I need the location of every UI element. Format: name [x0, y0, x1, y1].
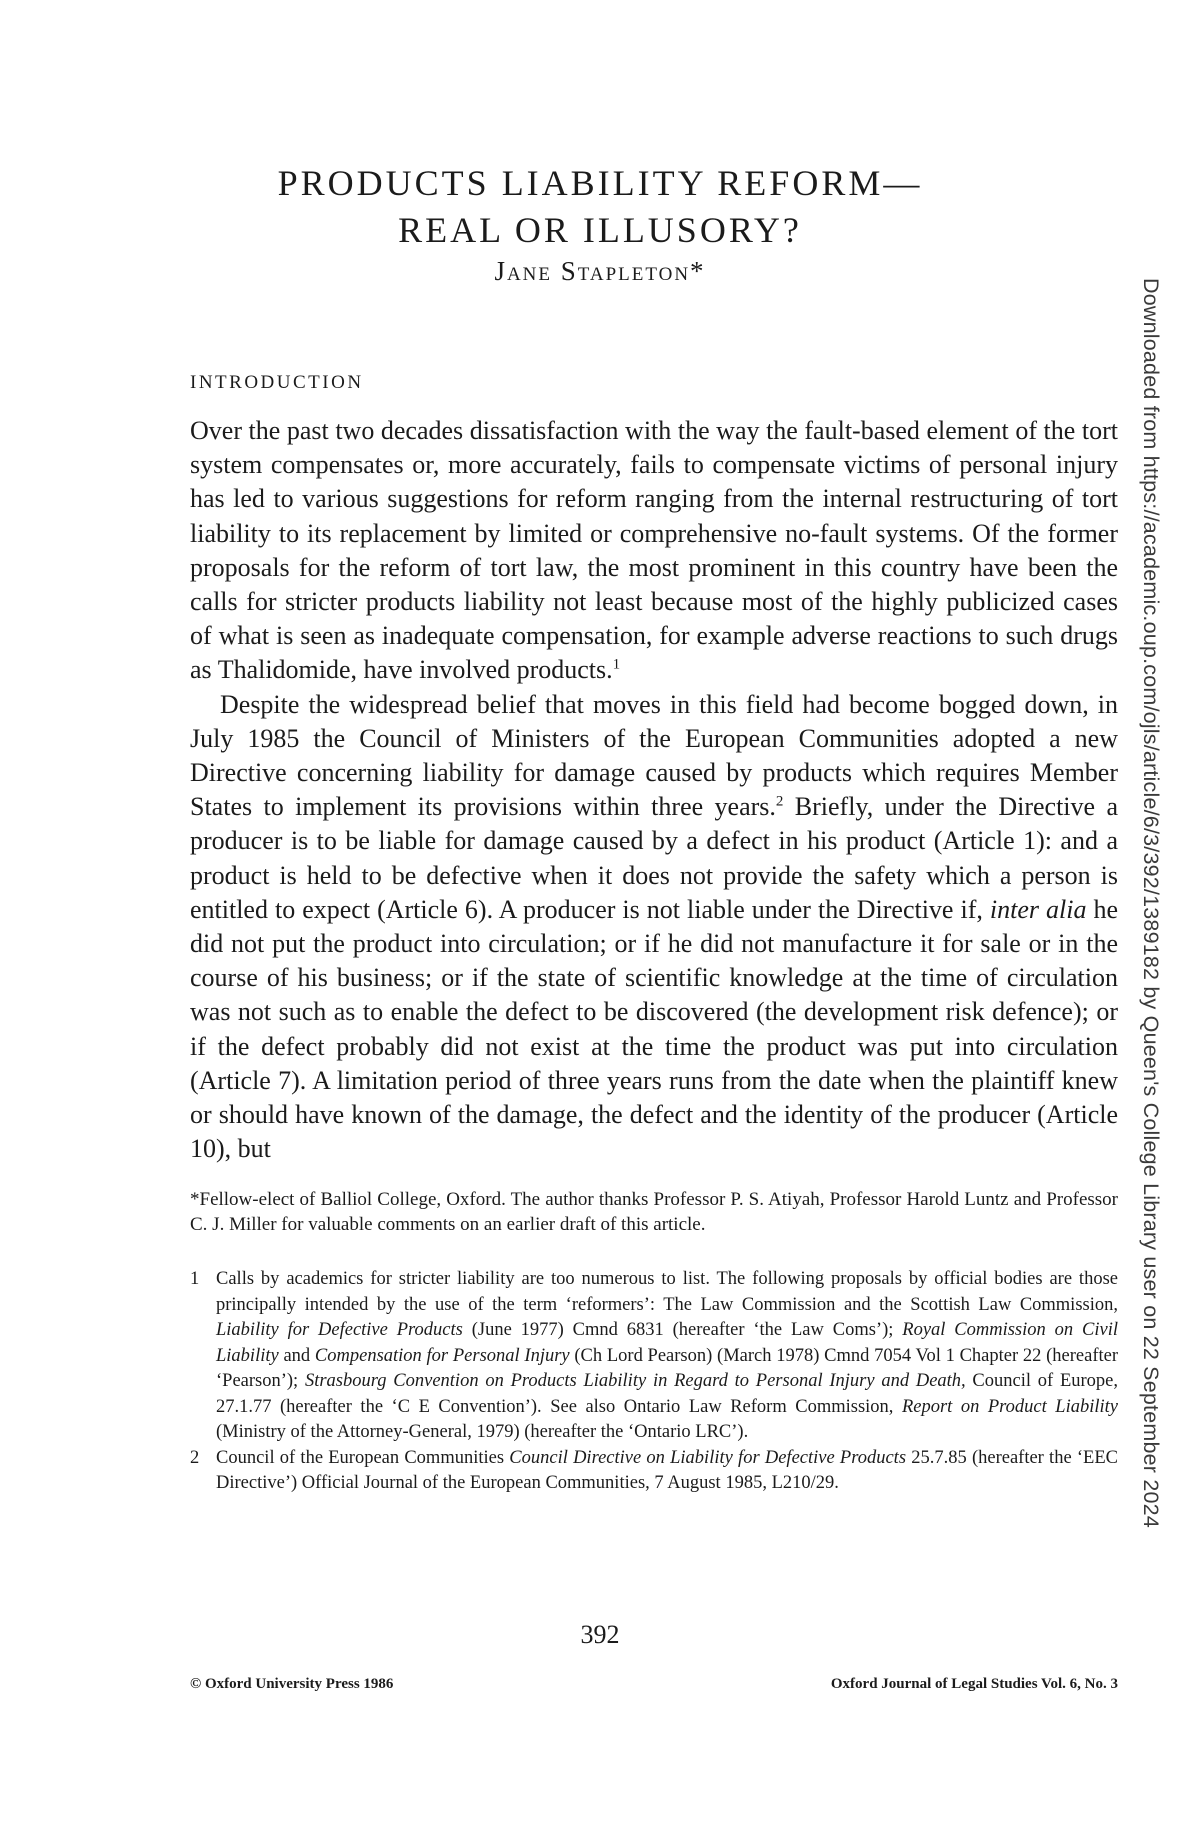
- footnote-number: 1: [190, 1269, 200, 1289]
- footnote-text: (June 1977) Cmnd 6831 (hereafter ‘the Law Coms’);: [462, 1320, 903, 1340]
- footnote-citation-title: Report on Product Liability: [901, 1396, 1118, 1417]
- footnote-citation-title: Compensation for Personal Injury: [314, 1345, 570, 1366]
- footnote-number: 2: [190, 1447, 200, 1468]
- latin-phrase: inter alia: [989, 894, 1087, 924]
- section-heading: INTRODUCTION: [190, 372, 364, 393]
- footnote-text: 25.7.85 (hereafter the ‘EEC Directive’) Official Journal of the European Communities, 7 August 1985, L210/29.: [216, 1447, 1118, 1493]
- journal-citation: Oxford Journal of Legal Studies Vol. 6, No. 3: [830, 1676, 1118, 1692]
- footnote-item: [190, 1267, 1118, 1446]
- article-title-line-1: PRODUCTS LIABILITY REFORM—: [277, 163, 923, 203]
- article-author: Jane Stapleton*: [494, 256, 706, 286]
- body-paragraph-2-text-b: Briefly, under the Directive a producer is to be liable for damage caused by a defect in his product (Article 1): and a product is held to be defective when it does not provide the safety which a person is entitled to expect (Article 6). A producer is not liable under the Directive if,: [190, 792, 1118, 924]
- body-paragraph-1: [190, 414, 1118, 688]
- footnotes: [190, 1267, 1118, 1497]
- footnote-text: Council of the European Communities: [216, 1447, 510, 1468]
- footnote-citation-title: Strasbourg Convention on Products Liability in Regard to Personal Injury and Death,: [304, 1371, 966, 1391]
- footnote-citation-title: Royal Commission on Civil Liability: [216, 1320, 1118, 1366]
- footnote-citation-title: Liability for Defective Products: [216, 1320, 463, 1340]
- footnote-text: (Ch Lord Pearson) (March 1978) Cmnd 7054 Vol 1 Chapter 22 (hereafter ‘Pearson’);: [216, 1345, 1119, 1391]
- article-title-line-2: REAL OR ILLUSORY?: [398, 210, 802, 250]
- article-title: [190, 160, 1010, 254]
- footnote-ref-2[interactable]: 2: [775, 793, 784, 810]
- download-watermark: Downloaded from https://academic.oup.com/ojls/article/6/3/392/1389182 by Queen's College Library user on 22 September 2024: [1139, 278, 1163, 1528]
- footnote-text: and: [278, 1345, 315, 1366]
- body-paragraph-2-text-a: Despite the widespread belief that moves in this field had become bogged down, in July 1985 the Council of Ministers of the European Communities adopted a new Directive concerning liability for damage caused by products which requires Member States to implement its provisions within three years.: [190, 689, 1118, 822]
- author-affiliation-note: *Fellow-elect of Balliol College, Oxford. The author thanks Professor P. S. Atiyah, Professor Harold Luntz and Professor C. J. Miller for valuable comments on an earlier draft of this article.: [190, 1189, 1118, 1235]
- footnote-text: Council of Europe, 27.1.77 (hereafter the ‘C E Convention’). See also Ontario Law Reform Commission,: [216, 1371, 1118, 1417]
- page-number: 392: [580, 1620, 620, 1649]
- body-paragraph-2: [190, 688, 1118, 1167]
- footnote-text: Calls by academics for stricter liability are too numerous to list. The following proposals by official bodies are those principally intended by the use of the term ‘reformers’: The Law Commission and the Scottish Law Commission,: [216, 1269, 1118, 1315]
- footnote-item: [190, 1446, 1118, 1497]
- article-body: [190, 414, 1118, 1166]
- footnote-text: (Ministry of the Attorney-General, 1979) (hereafter the ‘Ontario LRC’).: [216, 1422, 749, 1442]
- body-paragraph-1-text: Over the past two decades dissatisfaction with the way the fault-based element of the tort system compensates or, more accurately, fails to compensate victims of personal injury has led to various suggestions for reform ranging from the internal restructuring of tort liability to its replacement by limited or comprehensive no-fault systems. Of the former proposals for the reform of tort law, the most prominent in this country have been the calls for stricter products liability not least because most of the highly publicized cases of what is seen as inadequate compensation, for example adverse reactions to such drugs as Thalidomide, have involved products.: [190, 416, 1118, 685]
- body-paragraph-2-text-c: he did not put the product into circulation; or if he did not manufacture it for sale or in the course of his business; or if the state of scientific knowledge at the time of circulation was not such as to enable the defect to be discovered (the development risk defence); or if the defect probably did not exist at the time the product was put into circulation (Article 7). A limitation period of three years runs from the date when the plaintiff knew or should have known of the damage, the defect and the identity of the producer (Article 10), but: [190, 894, 1118, 1164]
- footnote-citation-title: Council Directive on Liability for Defective Products: [509, 1447, 907, 1468]
- copyright-notice: © Oxford University Press 1986: [190, 1676, 394, 1692]
- footnote-ref-1[interactable]: 1: [612, 656, 621, 673]
